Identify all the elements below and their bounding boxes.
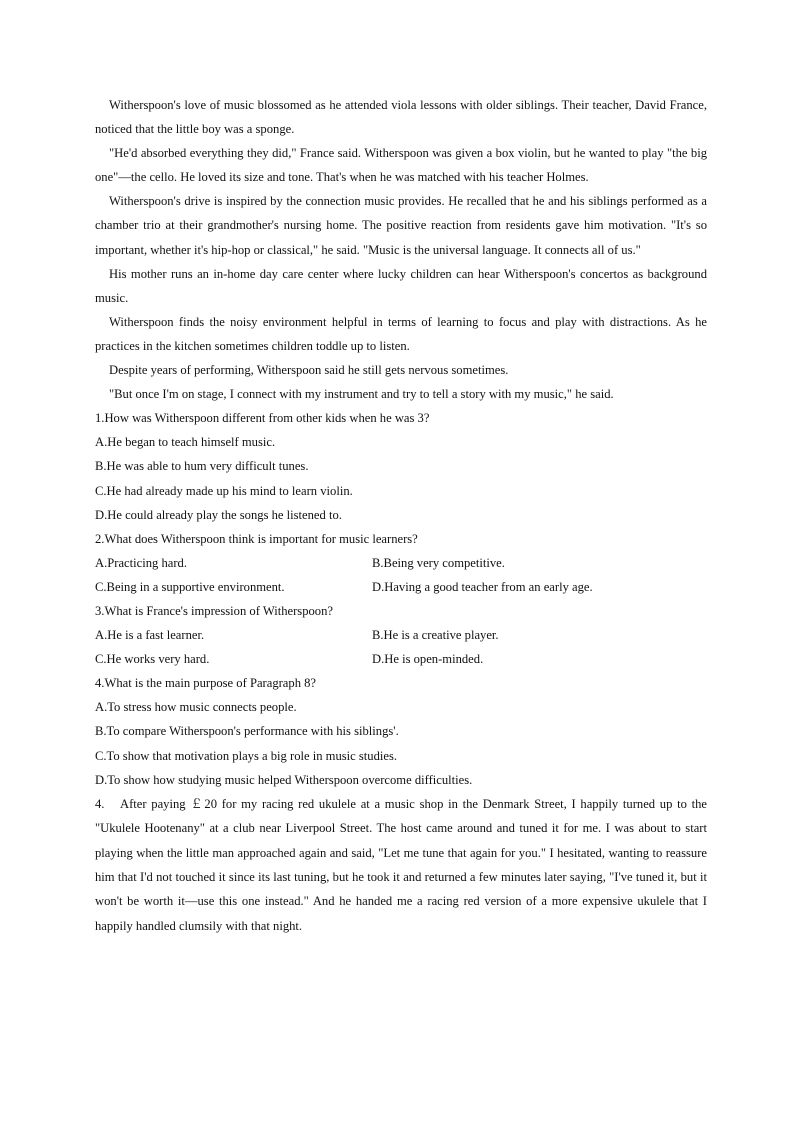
- passage-paragraph: "He'd absorbed everything they did," France said. Witherspoon was given a box violin, but he wanted to play "the big one"—the cello. He loved its size and tone. That's when he was matched with his teacher Holmes.: [95, 146, 707, 185]
- passage-paragraph: Witherspoon finds the noisy environment helpful in terms of learning to focus and play with distractions. As he practices in the kitchen sometimes children toddle up to listen.: [95, 314, 707, 353]
- question-stem: 4.What is the main purpose of Paragraph 8?: [95, 676, 317, 691]
- question-2: [95, 527, 707, 599]
- passage-paragraph: His mother runs an in-home day care center where lucky children can hear Witherspoon's concertos as background music.: [95, 266, 707, 305]
- passage-paragraph: Witherspoon's drive is inspired by the connection music provides. He recalled that he and his siblings performed as a chamber trio at their grandmother's nursing home. The positive reaction from residents gave him motivation. "It's so important, whether it's hip-hop or classical," he said. "Music is the universal language. It connects all of us.": [95, 194, 707, 257]
- passage-paragraph: Despite years of performing, Witherspoon said he still gets nervous sometimes.: [109, 363, 509, 378]
- question-stem: 3.What is France's impression of Witherspoon?: [95, 603, 333, 618]
- answer-option: B.He is a creative player.: [372, 628, 499, 643]
- document-page: [95, 93, 707, 938]
- question-stem: 1.How was Witherspoon different from other kids when he was 3?: [95, 411, 430, 426]
- answer-option: D.He is open-minded.: [372, 652, 484, 667]
- answer-option: B.Being very competitive.: [372, 555, 505, 570]
- question-3: [95, 599, 707, 671]
- option-row: [95, 575, 707, 599]
- answer-option: D.Having a good teacher from an early age.: [372, 579, 593, 594]
- question-1: [95, 406, 707, 526]
- option-row: [95, 551, 707, 575]
- passage-paragraph: "But once I'm on stage, I connect with my instrument and try to tell a story with my music," he said.: [109, 387, 614, 402]
- answer-option: A.To stress how music connects people.: [95, 700, 297, 715]
- option-row: [95, 623, 707, 647]
- passage-paragraph: Witherspoon's love of music blossomed as he attended viola lessons with older siblings. Their teacher, David France, noticed that the little boy was a sponge.: [95, 98, 707, 137]
- answer-option: A.He is a fast learner.: [95, 628, 205, 643]
- answer-option: C.Being in a supportive environment.: [95, 579, 285, 594]
- answer-option: A.Practicing hard.: [95, 555, 187, 570]
- answer-option: A.He began to teach himself music.: [95, 435, 276, 450]
- answer-option: D.To show how studying music helped Witherspoon overcome difficulties.: [95, 772, 473, 787]
- answer-option: C.To show that motivation plays a big role in music studies.: [95, 748, 398, 763]
- answer-option: B.He was able to hum very difficult tunes.: [95, 459, 309, 474]
- question-stem: 2.What does Witherspoon think is important for music learners?: [95, 531, 418, 546]
- passage-4: [95, 792, 707, 938]
- answer-option: B.To compare Witherspoon's performance with his siblings'.: [95, 724, 399, 739]
- answer-option: D.He could already play the songs he listened to.: [95, 507, 342, 522]
- passage-4-text: After paying ￡20 for my racing red ukulele at a music shop in the Denmark Street, I happily turned up to the "Ukulele Hootenany" at a club near Liverpool Street. The host came around and tuned it for me. I was about to start playing when the little man approached again and said, "Let me tune that again for you." I hesitated, wanting to reassure him that I'd not touched it since its last tuning, but he took it and returned a few minutes later saying, "I've tuned it, but it won't be worth it—use this one instead." And he handed me a racing red version of a more expensive ukulele that I happily handled clumsily with that night.: [95, 796, 707, 933]
- answer-option: C.He works very hard.: [95, 652, 210, 667]
- question-4: [95, 671, 707, 791]
- passage-number: 4.: [95, 796, 105, 811]
- option-row: [95, 647, 707, 671]
- answer-option: C.He had already made up his mind to learn violin.: [95, 483, 353, 498]
